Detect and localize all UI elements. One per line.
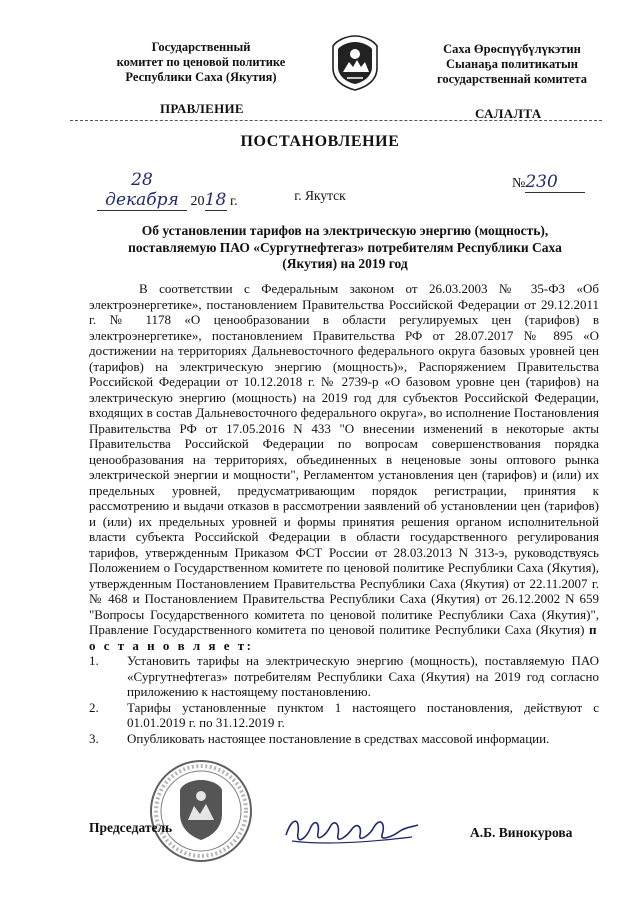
- list-item-text: Тарифы установленные пунктом 1 настоящего постановления, действуют с 01.01.2019 г. по 31.12.2019 г.: [127, 699, 599, 730]
- board-label-sakha: САЛАЛТА: [475, 106, 542, 121]
- number-value: 230: [525, 172, 585, 193]
- list-item-text: Опубликовать настоящее постановление в средствах массовой информации.: [127, 730, 550, 746]
- number-prefix: №: [512, 176, 526, 191]
- date-suffix: г.: [230, 194, 238, 209]
- list-item-number: 3.: [89, 730, 99, 746]
- list-item: [89, 731, 599, 747]
- header-right-organization: [422, 42, 602, 87]
- preamble-text: В соответствии с Федеральным законом от 26.03.2003 № 35-ФЗ «Об электроэнергетике», постановлением Правительства Российской Федерации от 29.12.2011 г. № 1178 «О ценообразовании в области регулируемых цен (тарифов) в электроэнергетике», постановлением Правительства РФ от 28.07.2017 № 895 «О достижении на территориях Дальневосточного федерального округа базовых уровней цен (тарифов) на электрическую энергию (мощность)», Распоряжением Правительства Российской Федерации от 10.12.2018 г. № 2739-р «О базовом уровне цен (тарифов) на электрическую энергию (мощность) на 2019 год для субъектов Российской Федерации, входящих в состав Дальневосточного федерального округа», во исполнение Постановления Правительства РФ от 17.05.2016 N 433 "О внесении изменений в некоторые акты Правительства Российской Федерации по вопросам совершенствования порядка ценообразования на территориях, объединенных в неценовые зоны оптового рынка электрической энергии и мощности", Регламентом установления цен (тарифов) и (или) их предельных уровней, предусматривающим порядок регистрации, принятия к рассмотрению и выдачи отказов в рассмотрении заявлений об установлении цен (тарифов) и (или) их предельных уровней и формы принятия решения органом исполнительной власти субъекта Российской Федерации в области государственного регулирования тарифов, утвержденным Приказом ФСТ России от 28.03.2013 N 313-э, руководствуясь Положением о Государственном комитете по ценовой политике Республики Саха (Якутия), утвержденным Постановлением Правительства Республики Саха (Якутия) от 22.11.2007 г. № 468 и Постановлением Правительства Республики Саха (Якутия) от 26.12.2002 N 659 "Вопросы Государственного комитета по ценовой политике Республики Саха (Якутия)", Правление Государственного комитета по ценовой политике Республики Саха (Якутия): [89, 281, 599, 637]
- date-day-month: 28 декабря: [97, 170, 187, 211]
- resolves-word: п о с т а н о в л я е т:: [89, 622, 600, 653]
- header-right-line: Сыанаҕа политикатын: [446, 57, 578, 71]
- board-label-ru: ПРАВЛЕНИЕ: [160, 101, 244, 116]
- list-item: [89, 700, 599, 731]
- header-right-line: Саха Өрөспүүбүлүкэтин: [443, 42, 581, 56]
- document-body: [89, 281, 599, 746]
- preamble-paragraph: [89, 281, 599, 653]
- signatory-name: А.Б. Винокурова: [470, 825, 573, 840]
- round-seal-icon: [148, 758, 254, 864]
- list-item-number: 1.: [89, 653, 99, 668]
- handwritten-signature-icon: [282, 805, 422, 855]
- header-left-line: комитет по ценовой политике: [116, 55, 286, 69]
- date-year: 18: [204, 190, 227, 210]
- header-left-line: Государственный: [151, 40, 251, 54]
- list-item-text: Установить тарифы на электрическую энергию (мощность), поставляемую ПАО «Сургутнефтегаз» потребителям Республики Саха (Якутия) на 2019 год согласно приложению к настоящему постановлению.: [127, 653, 599, 699]
- list-item-number: 2.: [89, 699, 99, 715]
- date-year-prefix: 20: [190, 194, 205, 209]
- header-right-line: государственнай комитета: [437, 72, 587, 86]
- document-title: ПОСТАНОВЛЕНИЕ: [240, 133, 400, 150]
- list-item: [89, 653, 599, 700]
- document-subject: Об установлении тарифов на электрическую энергию (мощность), поставляемую ПАО «Сургутнефтегаз» потребителям Республики Саха (Якутия) на 2019 год: [128, 223, 562, 271]
- header-left-line: Республики Саха (Якутия): [125, 70, 277, 84]
- coat-of-arms-icon: [329, 34, 381, 92]
- header-left-organization: [96, 40, 306, 85]
- header-separator: [70, 120, 602, 121]
- signature-label: Председатель: [89, 820, 173, 835]
- document-city: г. Якутск: [294, 188, 346, 203]
